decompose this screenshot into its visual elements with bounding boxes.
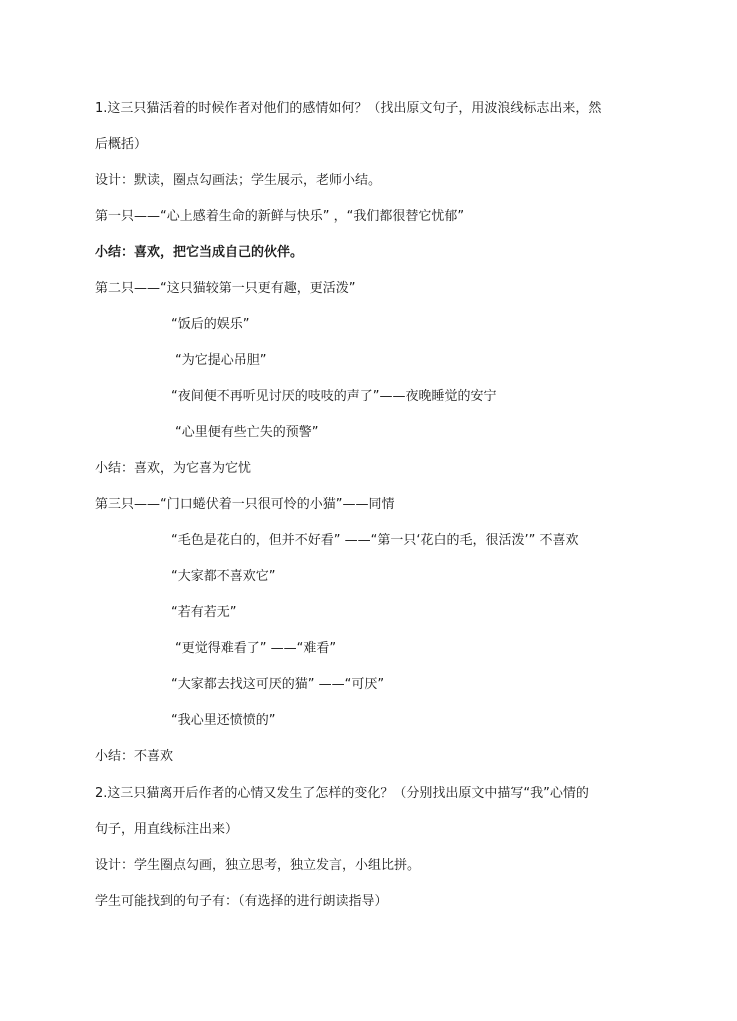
possible-sentences-intro: 学生可能找到的句子有：（有选择的进行朗读指导） xyxy=(95,894,388,909)
cat-2-summary: 小结：喜欢，为它喜为它忧 xyxy=(95,461,252,476)
design-1: 设计：默读，圈点勾画法；学生展示，老师小结。 xyxy=(95,173,382,188)
cat-3-detail: “更觉得难看了” ——“难看” xyxy=(175,641,337,656)
cat-1-summary: 小结：喜欢，把它当成自己的伙伴。 xyxy=(95,245,304,260)
cat-3-quote: 第三只——“门口蜷伏着一只很可怜的小猫”——同情 xyxy=(95,497,395,512)
cat-3-detail: “毛色是花白的，但并不好看” ——“第一只‘花白的毛，很活泼’” 不喜欢 xyxy=(171,533,579,548)
question-2-line-2: 句子，用直线标注出来） xyxy=(95,822,239,837)
cat-3-detail: “大家都不喜欢它” xyxy=(171,569,276,584)
cat-2-detail: “心里便有些亡失的预警” xyxy=(175,425,319,440)
cat-3-detail: “大家都去找这可厌的猫” ——“可厌” xyxy=(171,677,385,692)
cat-2-detail: “饭后的娱乐” xyxy=(171,317,250,332)
question-1-line-1: 1.这三只猫活着的时候作者对他们的感情如何？（找出原文句子，用波浪线标志出来，然 xyxy=(95,101,602,116)
cat-1-quote: 第一只——“心上感着生命的新鲜与快乐” ，“我们都很替它忧郁” xyxy=(95,209,465,224)
cat-3-summary: 小结：不喜欢 xyxy=(95,749,174,764)
cat-2-detail: “夜间便不再听见讨厌的吱吱的声了”——夜晚睡觉的安宁 xyxy=(171,389,497,404)
cat-3-detail: “若有若无” xyxy=(171,605,237,620)
question-1-line-2: 后概括） xyxy=(95,137,148,152)
design-2: 设计：学生圈点勾画，独立思考，独立发言，小组比拼。 xyxy=(95,858,421,873)
question-2-line-1: 2.这三只猫离开后作者的心情又发生了怎样的变化？（分别找出原文中描写“我”心情的 xyxy=(95,786,589,801)
cat-2-quote: 第二只——“这只猫较第一只更有趣，更活泼” xyxy=(95,281,356,296)
cat-2-detail: “为它提心吊胆” xyxy=(175,353,267,368)
cat-3-detail: “我心里还愤愤的” xyxy=(171,713,276,728)
